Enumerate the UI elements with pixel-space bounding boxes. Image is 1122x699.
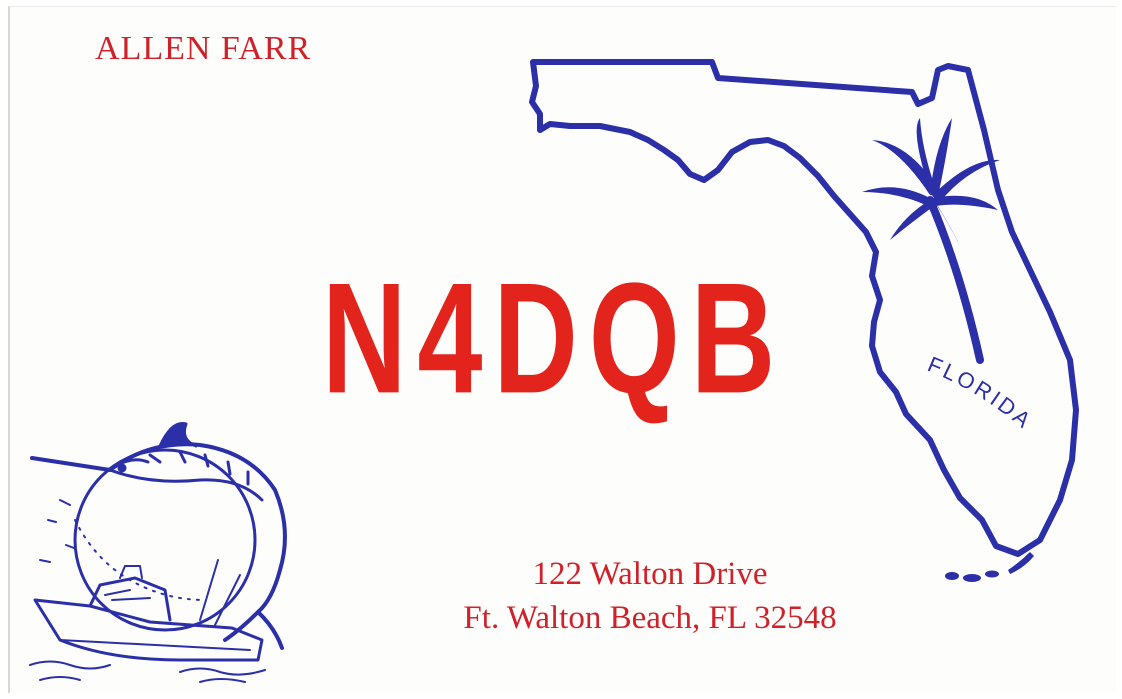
- state-label: FLORIDA: [924, 351, 1038, 435]
- callsign: N4DQB: [322, 249, 787, 426]
- operator-name: ALLEN FARR: [95, 30, 312, 67]
- marlin-boat-illustration: [30, 423, 285, 682]
- florida-keys: [945, 552, 1034, 582]
- palm-tree-icon: [862, 118, 1000, 360]
- address-street: 122 Walton Drive: [532, 556, 768, 592]
- address-city-state-zip: Ft. Walton Beach, FL 32548: [463, 600, 837, 636]
- address-block: [380, 552, 920, 640]
